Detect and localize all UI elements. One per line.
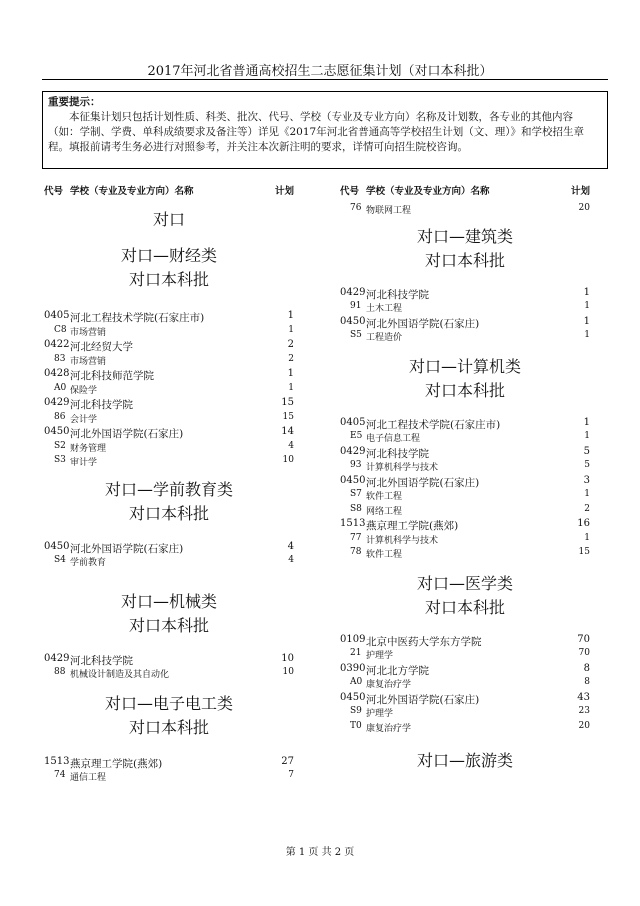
row-name: 河北工程技术学院(石家庄市): [70, 312, 205, 324]
row-count: 10: [281, 652, 294, 664]
row-code: T0: [350, 720, 362, 731]
section-title-caijing: 对口—财经类: [120, 246, 217, 265]
row-name: 河北外国语学院(石家庄): [366, 317, 480, 330]
list-item: [340, 475, 590, 490]
row-code: 0429: [44, 397, 70, 408]
rows-yixue: [340, 634, 590, 736]
row-name: 河北工程技术学院(石家庄市): [366, 418, 501, 431]
row-name: 通信工程: [70, 773, 107, 783]
row-code: 21: [350, 648, 362, 658]
batch-title-jianzhu: 对口本科批: [424, 250, 505, 270]
list-item: [340, 677, 590, 692]
list-item: [340, 330, 590, 345]
row-code: 0450: [340, 474, 366, 486]
rows-jixie: [44, 653, 294, 682]
row-name: 保险学: [70, 385, 98, 396]
row-code: 1513: [44, 755, 70, 767]
row-name: 河北经贸大学: [70, 341, 133, 353]
header-name: 学校（专业及专业方向）名称: [366, 186, 490, 197]
list-item: [44, 555, 294, 570]
rows-jisuanji: [340, 417, 590, 562]
row-code: 0405: [340, 416, 366, 428]
column-header: [44, 183, 294, 198]
row-code: 0450: [340, 315, 366, 327]
list-item: [340, 287, 590, 302]
section-title-jisuanji: 对口—计算机类: [408, 356, 521, 376]
row-code: 0450: [44, 540, 70, 552]
row-count: 1: [287, 310, 294, 321]
list-item: [44, 455, 294, 470]
header-name: 学校（专业及专业方向）名称: [70, 186, 194, 197]
row-name: 机械设计制造及其自动化: [70, 670, 170, 680]
list-item: [44, 426, 294, 441]
row-count: 43: [577, 691, 590, 703]
list-item: [44, 770, 294, 785]
list-item: [340, 663, 590, 678]
row-code: 86: [54, 411, 66, 422]
list-item: [44, 383, 294, 398]
list-item: [340, 203, 590, 218]
section-title-jianzhu: 对口—建筑类: [416, 226, 513, 246]
list-item: [340, 301, 590, 316]
row-count: 5: [583, 445, 590, 457]
row-count: 15: [578, 547, 590, 557]
row-name: 审计学: [70, 458, 98, 468]
list-item: [44, 541, 294, 556]
list-item: [44, 412, 294, 427]
row-count: 5: [584, 460, 590, 470]
row-name: 河北外国语学院(石家庄): [70, 428, 184, 440]
row-count: 1: [584, 532, 590, 543]
list-item: [340, 706, 590, 721]
row-code: S8: [350, 503, 362, 514]
row-code: 74: [54, 770, 66, 780]
list-item: [44, 368, 294, 383]
section-title-dianzi: 对口—电子电工类: [104, 693, 233, 713]
list-item: [44, 310, 294, 325]
list-item: [44, 397, 294, 412]
row-code: 88: [54, 667, 66, 677]
rows-caijing: [44, 310, 294, 470]
row-name: 计算机科学与技术: [366, 535, 439, 546]
row-count: 27: [281, 755, 294, 767]
list-item: [340, 316, 590, 331]
list-item: [340, 547, 590, 562]
row-code: 0390: [340, 662, 366, 674]
row-code: 93: [350, 460, 362, 470]
row-name: 电子信息工程: [366, 434, 421, 444]
list-item: [44, 441, 294, 456]
row-count: 8: [583, 662, 590, 674]
row-code: 77: [350, 532, 362, 543]
row-count: 15: [281, 397, 294, 408]
rows-xueqian: [44, 541, 294, 570]
row-name: 河北科技学院: [366, 447, 429, 460]
row-count: 7: [288, 770, 294, 780]
row-code: 76: [350, 203, 362, 213]
header-plan: 计划: [570, 186, 590, 197]
row-count: 23: [578, 706, 590, 716]
rows-jianzhu: [340, 287, 590, 345]
row-code: 0429: [340, 286, 366, 298]
list-item: [340, 648, 590, 663]
row-name: 河北外国语学院(石家庄): [70, 542, 184, 555]
row-count: 20: [578, 720, 590, 731]
row-code: C8: [54, 324, 67, 335]
row-name: 燕京理工学院(燕郊): [366, 520, 459, 532]
section-title-yixue: 对口—医学类: [416, 573, 513, 593]
list-item: [44, 354, 294, 369]
row-name: 河北外国语学院(石家庄): [366, 476, 480, 489]
list-item: [44, 325, 294, 340]
row-name: 物联网工程: [366, 206, 412, 216]
row-count: 1: [287, 368, 294, 379]
section-title-jixie: 对口—机械类: [120, 591, 217, 611]
row-count: 4: [288, 555, 294, 565]
row-count: 1: [583, 416, 590, 428]
row-count: 1: [584, 431, 590, 441]
batch-title-xueqian: 对口本科批: [128, 503, 209, 523]
left-column: [44, 183, 294, 785]
row-count: 1: [583, 315, 590, 327]
notice-body: 本征集计划只包括计划性质、科类、批次、代号、学校（专业及专业方向）名称及计划数，各专业的其他内容（如：学制、学费、单科成绩要求及备注等）详见《2017年河北省普通高等学校招生计划（文、理）》和学校招生章程。填报前请考生务必进行对照参考，并关注本次新注明的要求，详情可向招生院校咨询。: [48, 111, 584, 153]
batch-title-jisuanji: 对口本科批: [424, 380, 505, 400]
row-name: 北京中医药大学东方学院: [366, 635, 482, 648]
right-column: [340, 183, 590, 773]
list-item: [44, 653, 294, 668]
row-count: 2: [584, 503, 590, 514]
row-name: 河北科技师范学院: [70, 370, 154, 382]
list-item: [340, 489, 590, 504]
row-code: 1513: [340, 518, 366, 529]
row-count: 4: [287, 540, 294, 552]
row-count: 8: [584, 677, 590, 687]
row-name: 燕京理工学院(燕郊): [70, 757, 163, 770]
list-item: [340, 431, 590, 446]
row-code: A0: [54, 382, 67, 393]
row-name: 护理学: [366, 651, 394, 661]
row-name: 会计学: [70, 414, 98, 425]
list-item: [44, 339, 294, 354]
row-name: 财务管理: [70, 443, 107, 454]
row-code: 0405: [44, 310, 70, 321]
row-name: 河北外国语学院(石家庄): [366, 693, 480, 706]
row-count: 1: [288, 382, 294, 393]
row-count: 1: [584, 301, 590, 311]
rows-dianzi: [44, 756, 294, 785]
row-count: 1: [583, 286, 590, 298]
list-item: [340, 634, 590, 649]
row-name: 康复治疗学: [366, 680, 412, 690]
row-code: 91: [350, 301, 362, 311]
row-count: 70: [577, 633, 590, 645]
row-name: 网络工程: [366, 506, 403, 517]
row-name: 河北科技学院: [366, 288, 429, 301]
row-code: S9: [350, 706, 362, 716]
row-code: 0450: [340, 691, 366, 703]
row-name: 河北科技学院: [70, 399, 133, 411]
row-name: 工程造价: [366, 333, 403, 343]
row-code: 0450: [44, 426, 70, 437]
page-footer: 第 1 页 共 2 页: [285, 847, 355, 858]
notice-box: [42, 91, 608, 169]
list-item: [340, 446, 590, 461]
row-code: 0429: [340, 445, 366, 457]
row-count: 3: [583, 474, 590, 486]
list-item: [44, 756, 294, 771]
header-code: 代号: [44, 186, 64, 197]
list-item: [340, 460, 590, 475]
list-item: [340, 721, 590, 736]
row-name: 市场营销: [70, 327, 107, 338]
column-header: [340, 183, 590, 198]
row-name: 学前教育: [70, 558, 107, 568]
main-category-title: 对口: [152, 210, 185, 229]
row-code: A0: [350, 677, 363, 687]
row-code: 83: [54, 353, 66, 364]
header-code: 代号: [340, 186, 360, 197]
row-code: 78: [350, 547, 362, 557]
row-count: 1: [288, 324, 294, 335]
title-divider: [42, 79, 608, 80]
list-item: [340, 518, 590, 533]
row-code: 0422: [44, 339, 70, 350]
batch-title-jixie: 对口本科批: [128, 615, 209, 635]
row-count: 16: [577, 518, 590, 529]
row-name: 软件工程: [366, 492, 403, 502]
row-name: 土木工程: [366, 304, 403, 314]
notice-heading: 重要提示：: [48, 96, 101, 108]
row-code: S3: [54, 455, 66, 465]
row-count: 14: [281, 426, 294, 437]
section-title-lvyou: 对口—旅游类: [416, 751, 513, 770]
row-name: 康复治疗学: [366, 723, 412, 734]
batch-title-yixue: 对口本科批: [424, 597, 505, 617]
row-name: 软件工程: [366, 550, 403, 560]
row-code: S5: [350, 330, 362, 340]
row-count: 2: [288, 353, 294, 364]
batch-title-dianzi: 对口本科批: [128, 717, 209, 737]
list-item: [44, 667, 294, 682]
row-code: S4: [54, 555, 66, 565]
row-count: 15: [282, 411, 294, 422]
batch-title-caijing: 对口本科批: [128, 270, 209, 289]
list-item: [340, 504, 590, 519]
list-item: [340, 692, 590, 707]
row-code: 0428: [44, 368, 70, 379]
row-count: 70: [578, 648, 590, 658]
row-code: S7: [350, 489, 362, 499]
row-count: 1: [584, 330, 590, 340]
row-code: S2: [54, 440, 66, 451]
header-plan: 计划: [274, 186, 294, 197]
row-code: E5: [350, 431, 363, 441]
row-count: 2: [287, 339, 294, 350]
document-title: 2017年河北省普通高校招生二志愿征集计划（对口本科批）: [147, 64, 493, 79]
row-count: 1: [584, 489, 590, 499]
list-item: [340, 533, 590, 548]
row-code: 0429: [44, 652, 70, 664]
row-name: 河北科技学院: [70, 654, 133, 667]
list-item: [340, 417, 590, 432]
row-name: 护理学: [366, 709, 394, 719]
row-name: 河北北方学院: [366, 664, 429, 677]
row-name: 计算机科学与技术: [366, 463, 439, 473]
section-title-xueqian: 对口—学前教育类: [104, 479, 233, 499]
row-count: 4: [288, 440, 294, 451]
row-count: 20: [578, 203, 590, 213]
row-code: 0109: [340, 633, 366, 645]
row-count: 10: [282, 667, 294, 677]
row-name: 市场营销: [70, 356, 107, 367]
row-count: 10: [282, 455, 294, 465]
